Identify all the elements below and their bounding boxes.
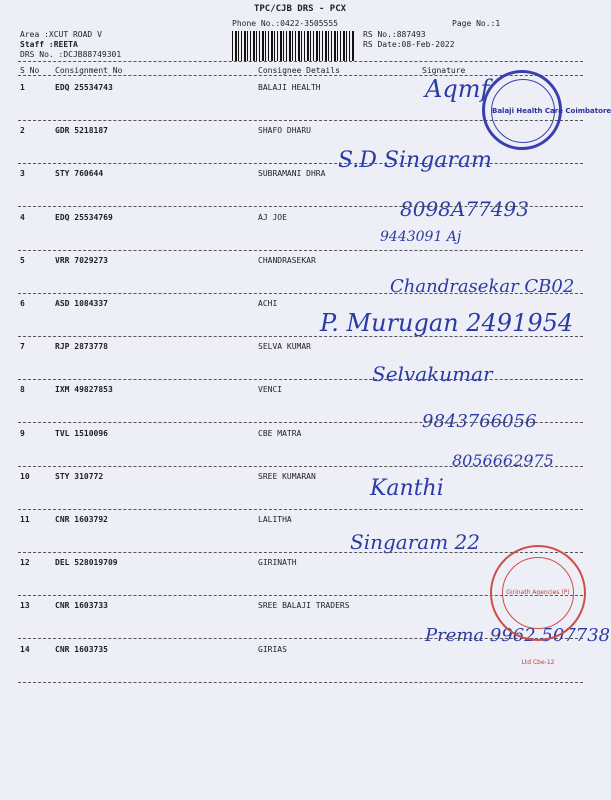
row-serial: 6 — [20, 299, 25, 308]
header-top-divider — [18, 61, 583, 62]
row-divider — [18, 552, 583, 553]
row-consignment-no: RJP 2873778 — [55, 342, 108, 352]
row-consignee-name: SELVA KUMAR — [258, 342, 311, 352]
row-serial: 10 — [20, 471, 30, 481]
row-divider — [18, 379, 583, 380]
row-consignee-name: GIRINATH — [258, 558, 297, 568]
row-signature: Singaram 22 — [350, 530, 480, 554]
row-consignee-name: GIRIAS — [258, 644, 287, 654]
row-consignee-name: SHAFO DHARU — [258, 126, 311, 136]
row-consignee-name: VENCI — [258, 385, 283, 395]
header-title: TPC/CJB DRS - PCX — [253, 4, 347, 14]
row-consignment-no: STY 760644 — [55, 169, 104, 179]
row-signature: Chandrasekar CB02 — [390, 275, 575, 297]
row-signature: 8098A77493 — [400, 197, 529, 222]
row-consignment-no: DEL 528019709 — [55, 558, 118, 568]
row-consignment-no: CNR 1603735 — [55, 644, 108, 654]
col-consignee: Consignee Details — [258, 66, 340, 75]
row-consignee-name: AJ JOE — [258, 212, 287, 222]
row-serial: 8 — [20, 385, 25, 395]
row-consignment-no: IXM 49827853 — [55, 385, 113, 395]
row-serial: 7 — [20, 342, 25, 352]
row-divider — [18, 422, 583, 423]
row-consignment-no: CNR 1603733 — [55, 601, 108, 611]
area-label: Area :XCUT ROAD V — [20, 30, 102, 39]
row-consignment-no: VRR 7029273 — [55, 255, 108, 265]
row-serial: 2 — [20, 126, 25, 136]
row-serial: 11 — [20, 515, 30, 524]
row-divider — [18, 206, 583, 207]
col-consignment: Consignment No — [55, 66, 123, 75]
row-consignment-no: GDR 5218187 — [55, 126, 108, 136]
row-consignee-name: BALAJI HEALTH — [258, 83, 321, 92]
row-divider — [18, 336, 583, 337]
row-serial: 14 — [20, 644, 30, 654]
staff-label: Staff :REETA — [20, 40, 78, 49]
col-signature: Signature — [422, 66, 466, 75]
row-serial: 4 — [20, 212, 25, 222]
row-consignment-no: EDQ 25534743 — [55, 83, 113, 92]
row-consignee-name: LALITHA — [258, 515, 292, 524]
row-consignment-no: CNR 1603792 — [55, 515, 108, 524]
row-signature: 9843766056 — [422, 411, 537, 433]
row-divider — [18, 293, 583, 294]
row-serial: 3 — [20, 169, 25, 179]
row-consignee-name: SUBRAMANI DHRA — [258, 169, 326, 179]
row-signature: Selvakumar — [372, 362, 493, 387]
row-consignee-name: SREE KUMARAN — [258, 471, 316, 481]
row-consignee-name: SREE BALAJI TRADERS — [258, 601, 350, 611]
page-number: Page No.:1 — [452, 19, 501, 28]
row-signature: 8056662975 — [452, 450, 554, 470]
row-consignee-name: ACHI — [258, 299, 278, 308]
row-divider — [18, 509, 583, 510]
row-signature: 9443091 Aj — [380, 228, 462, 245]
drs-number: DRS No. :DCJB88749301 — [20, 50, 122, 59]
rs-date: RS Date:08-Feb-2022 — [363, 40, 455, 49]
phone-number: Phone No.:0422-3505555 — [232, 19, 338, 28]
balaji-stamp-text: Balaji Health Care Coimbatore — [491, 79, 555, 143]
row-consignment-no: ASD 1084337 — [55, 299, 108, 308]
row-serial: 13 — [20, 601, 30, 611]
row-signature: P. Murugan 2491954 — [320, 309, 574, 337]
row-consignee-name: CHANDRASEKAR — [258, 255, 316, 265]
row-serial: 12 — [20, 558, 30, 568]
row-divider — [18, 682, 583, 683]
row-signature: Prema 9962 507738 — [425, 624, 611, 646]
row-consignment-no: EDQ 25534769 — [55, 212, 113, 222]
row-consignee-name: CBE MATRA — [258, 428, 302, 438]
row-divider — [18, 250, 583, 251]
row-serial: 1 — [20, 83, 25, 92]
row-signature: Kanthi — [370, 475, 444, 501]
row-signature: Aqmf — [425, 75, 490, 103]
row-consignment-no: TVL 1510096 — [55, 428, 108, 438]
girinath-stamp-text: Girinath Agencies (P) Ltd Cbe-12 — [502, 557, 574, 629]
row-signature: S.D Singaram — [338, 148, 492, 174]
col-sno: S No — [20, 66, 40, 75]
row-divider — [18, 466, 583, 467]
header-bottom-divider — [18, 75, 583, 76]
barcode — [232, 31, 355, 61]
row-serial: 5 — [20, 255, 25, 265]
rs-number: RS No.:887493 — [363, 30, 426, 39]
row-serial: 9 — [20, 428, 25, 438]
balaji-stamp — [482, 70, 611, 150]
row-divider — [18, 163, 583, 164]
row-consignment-no: STY 310772 — [55, 471, 104, 481]
